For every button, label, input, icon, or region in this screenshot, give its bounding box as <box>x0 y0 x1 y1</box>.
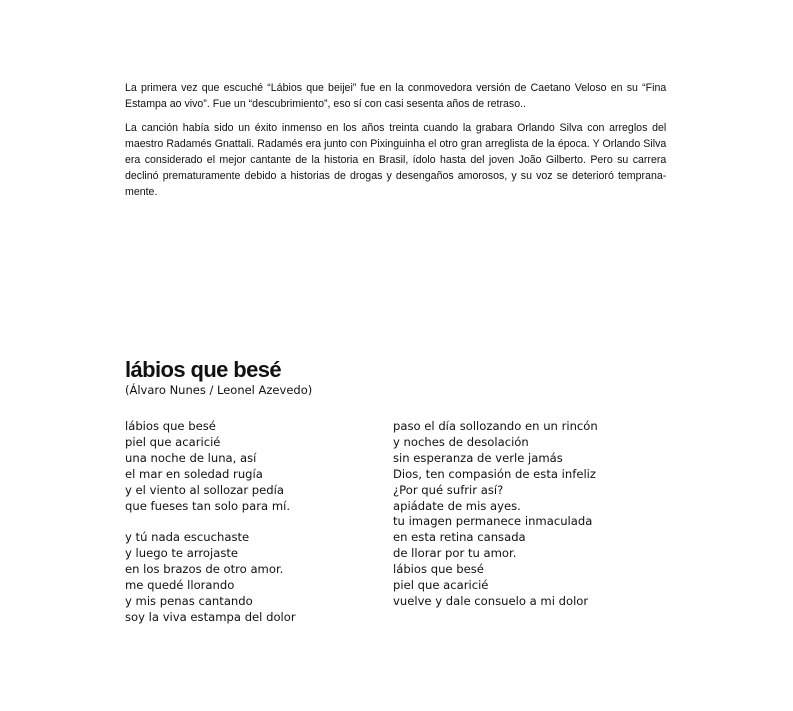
lyric-line: que fueses tan solo para mí. <box>125 498 291 513</box>
lyric-line: y luego te arrojaste <box>125 546 239 561</box>
lyrics-right-column <box>393 419 598 610</box>
lyric-line: en los brazos de otro amor. <box>125 562 284 577</box>
intro-text <box>125 80 666 208</box>
lyric-line: y tú nada escuchaste <box>125 530 250 545</box>
stanza-1 <box>125 419 296 514</box>
lyric-line: tu imagen permanece inmaculada <box>393 514 593 529</box>
lyric-line: el mar en soledad rugía <box>125 466 263 481</box>
lyric-line: piel que acaricié <box>125 434 221 449</box>
lyric-line: vuelve y dale consuelo a mi dolor <box>393 593 589 608</box>
intro-paragraph-1: La primera vez que escuché “Lábios que beijei” fue en la conmovedora versión de Caetano Veloso en su “Fina Estampa ao vivo”. Fue un “descubrimiento”, eso sí con casi sesenta años de retraso.. <box>125 82 667 110</box>
lyric-line: Dios, ten compasión de esta infeliz <box>393 466 596 481</box>
lyric-line: y mis penas cantando <box>125 594 253 609</box>
lyric-line: una noche de luna, así <box>125 450 257 465</box>
lyric-line: lábios que besé <box>125 419 216 433</box>
lyric-line: me quedé llorando <box>125 578 235 593</box>
lyric-line: lábios que besé <box>393 562 484 577</box>
song-title: lábios que besé <box>125 357 282 382</box>
stanza-2 <box>125 530 296 625</box>
lyric-line: y noches de desolación <box>393 434 529 449</box>
lyric-line: sin esperanza de verle jamás <box>393 450 563 465</box>
lyric-line: apiádate de mis ayes. <box>393 498 521 513</box>
lyric-line: y el viento al sollozar pedía <box>125 482 284 497</box>
song-section <box>125 357 685 624</box>
lyric-line: piel que acaricié <box>393 578 489 593</box>
lyric-line: de llorar por tu amor. <box>393 546 517 561</box>
lyrics-left-column <box>125 419 296 642</box>
lyric-line: ¿Por qué sufrir así? <box>393 482 504 497</box>
lyric-line: paso el día sollozando en un rincón <box>393 419 598 433</box>
lyric-line: en esta retina cansada <box>393 530 526 545</box>
song-authors: (Álvaro Nunes / Leonel Azevedo) <box>125 383 313 397</box>
intro-paragraph-2: La canción había sido un éxito inmenso en los años treinta cuando la grabara Orlando Silva con arreglos del maestro Radamés Gnattali. Radamés era junto con Pixinguinha el otro gran arreglista de la época. Y Orlando Silva era considerado el mejor cantante de la historia en Brasil, ídolo hasta del joven João Gilberto. Pero su carrera declinó prematuramente debido a historias de drogas y desengaños amorosos, y su voz se deterioró tempranamente. <box>125 122 667 198</box>
lyric-line: soy la viva estampa del dolor <box>125 609 296 624</box>
